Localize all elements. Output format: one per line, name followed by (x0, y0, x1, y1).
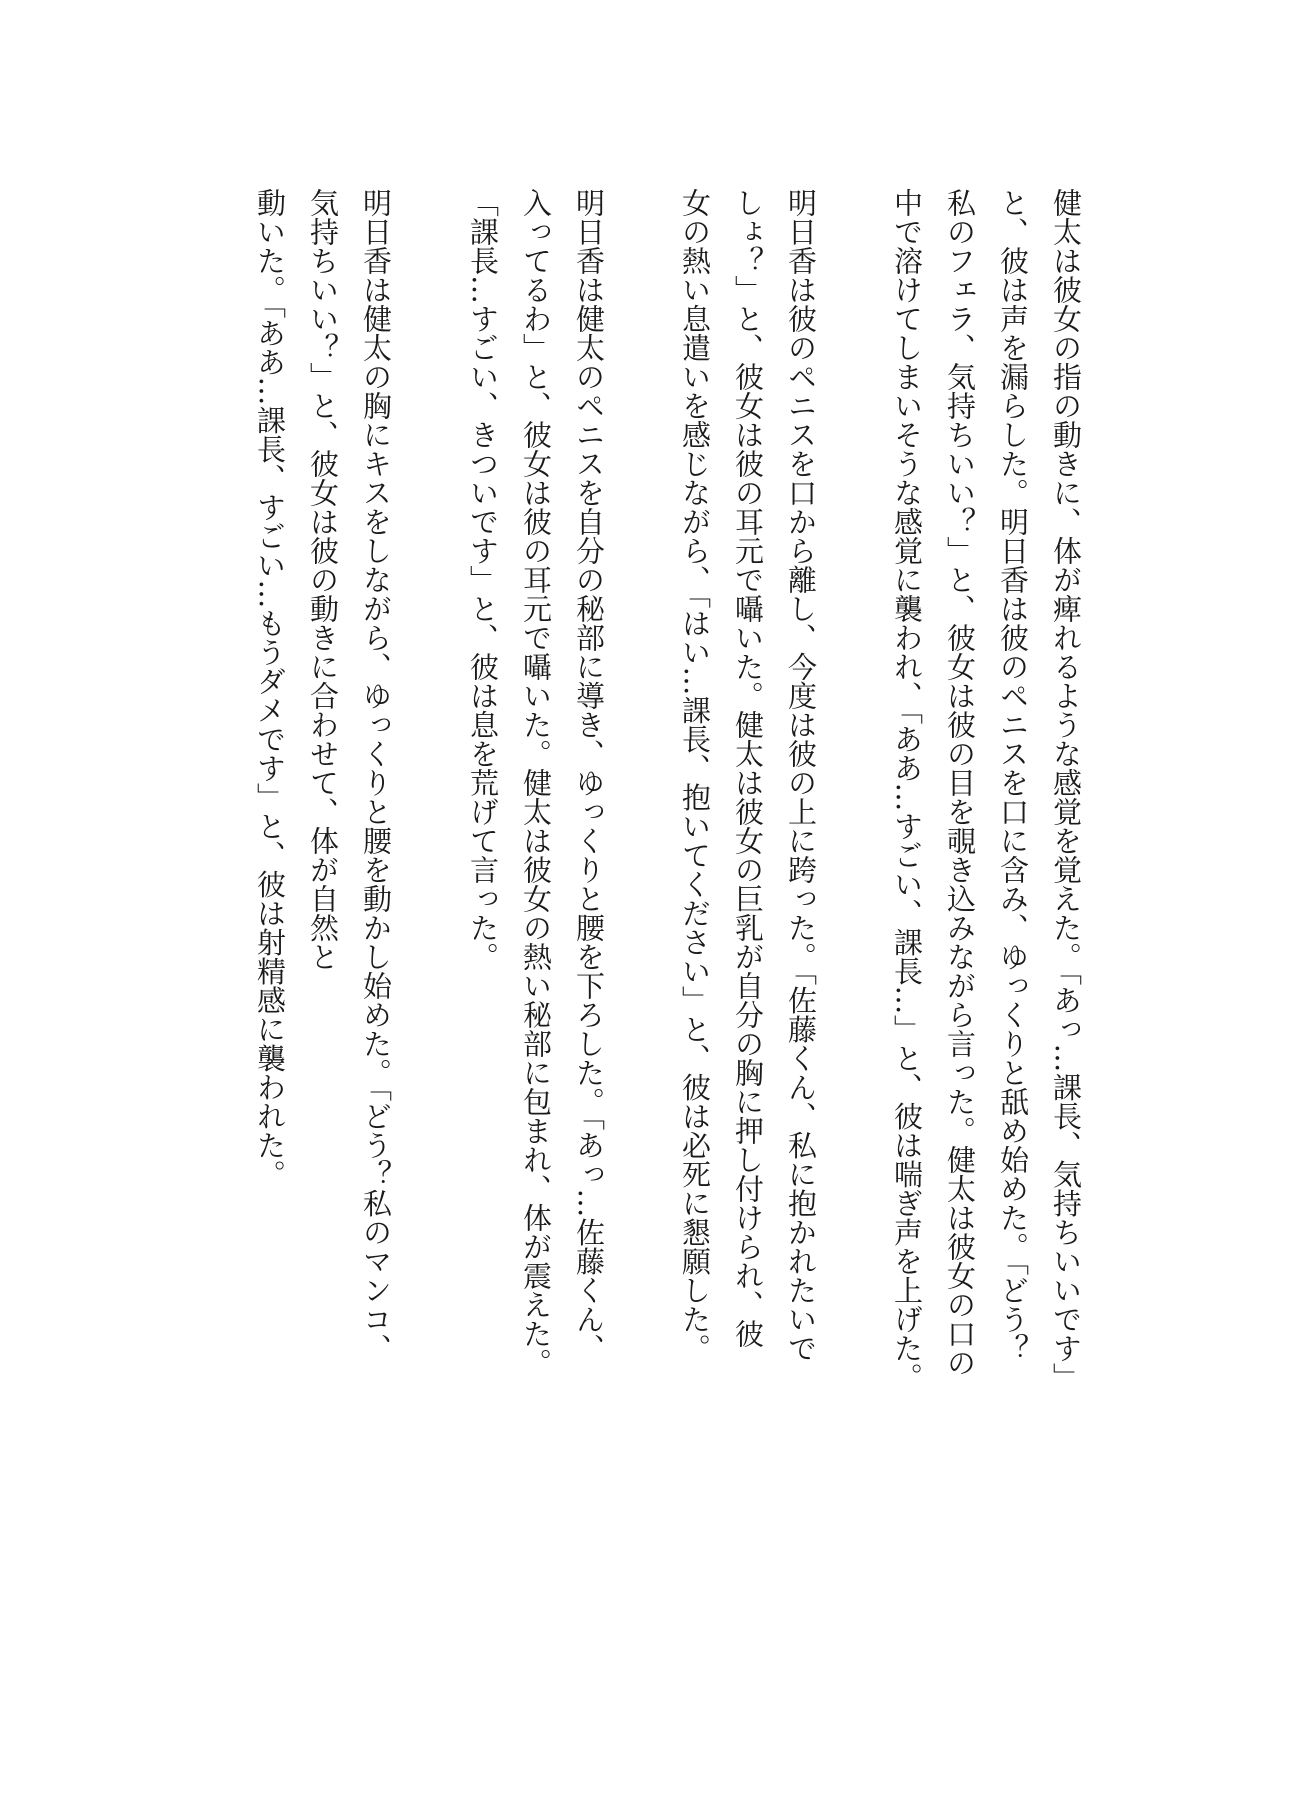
text-line: 明日香は健太のペニスを自分の秘部に導き、ゆっくりと腰を下ろした。「あっ…佐藤くん、 (572, 188, 606, 1363)
text-line: 「課長…すごい、きついです」と、彼は息を荒げて言った。 (466, 188, 500, 971)
text-line: 明日香は健太の胸にキスをしながら、ゆっくりと腰を動かし始めた。「どう？私のマンコ、 (359, 188, 393, 1363)
text-line: 動いた。「ああ…課長、すごい…もうダメです」と、彼は射精感に襲われた。 (253, 188, 287, 1189)
text-line: 私のフェラ、気持ちいい？」と、彼女は彼の目を覗き込みながら言った。健太は彼女の口の (943, 188, 977, 1377)
text-line: 健太は彼女の指の動きに、体が痺れるような感覚を覚えた。「あっ…課長、気持ちいいです」 (1049, 188, 1083, 1392)
text-line: 中で溶けてしまいそうな感覚に襲われ、「ああ…すごい、課長…」と、彼は喘ぎ声を上げた。 (890, 188, 924, 1392)
text-line: しょ？」と、彼女は彼の耳元で囁いた。健太は彼女の巨乳が自分の胸に押し付けられ、彼 (731, 188, 765, 1348)
text-line: 女の熱い息遣いを感じながら、「はい…課長、抱いてください」と、彼は必死に懇願した。 (678, 188, 712, 1363)
text-line: 明日香は彼のペニスを口から離し、今度は彼の上に跨った。「佐藤くん、私に抱かれたいで (784, 188, 818, 1363)
text-line: 気持ちいい？」と、彼女は彼の動きに合わせて、体が自然と (306, 188, 340, 971)
text-line: と、彼は声を漏らした。明日香は彼のペニスを口に含み、ゆっくりと舐め始めた。「どう？ (996, 188, 1030, 1363)
text-line: 入ってるわ」と、彼女は彼の耳元で囁いた。健太は彼女の熱い秘部に包まれ、体が震えた。 (519, 188, 553, 1377)
